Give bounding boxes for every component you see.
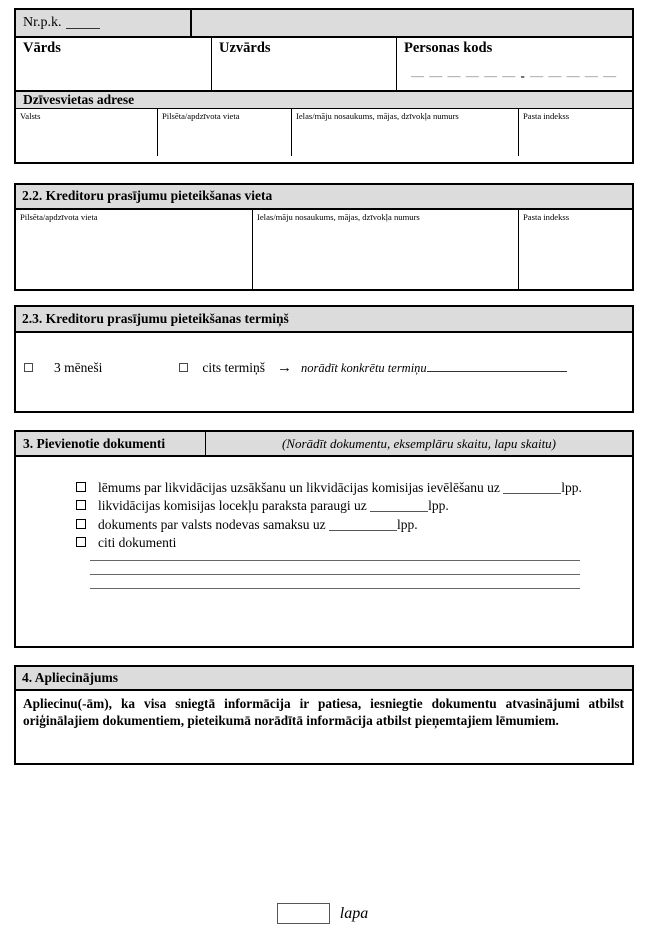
doc-item-decision-pages-input[interactable]	[503, 481, 561, 494]
iela-label: Ielas/māju nosaukums, mājas, dzīvokļa numurs	[296, 111, 459, 121]
field-pasta-indekss[interactable]	[519, 109, 632, 156]
blank-line-2[interactable]	[90, 574, 580, 575]
personas-kods-label: Personas kods	[404, 40, 493, 56]
doc-item-decision-suffix: lpp.	[561, 480, 582, 495]
nrpk-row	[16, 10, 632, 36]
checkbox-icon-other-term[interactable]	[179, 363, 188, 372]
doc-item-signatures-suffix: lpp.	[428, 498, 449, 514]
nrpk-label: Nr.p.k.	[23, 15, 62, 30]
option-other-term[interactable]	[179, 360, 265, 376]
nrpk-input-blank[interactable]	[66, 17, 100, 29]
section-4-title: 4. Apliecinājums	[22, 669, 119, 685]
vards-label: Vārds	[23, 40, 61, 56]
name-row	[16, 36, 632, 92]
nrpk-cell	[16, 10, 192, 36]
option-other-term-label: cits termiņš	[202, 360, 265, 375]
field-22-iela[interactable]	[253, 210, 519, 289]
doc-item-signatures-pages-input[interactable]	[370, 499, 428, 512]
checkbox-icon-fee[interactable]	[76, 519, 86, 529]
personas-kods-mask: — — — — — — - — — — — —	[411, 68, 618, 83]
section-4-header	[16, 667, 632, 691]
field-22-indekss-label: Pasta indekss	[523, 212, 570, 222]
section-3-header	[16, 432, 632, 457]
section-23-title: 2.3. Kreditoru prasījumu pieteikšanas termiņš	[22, 310, 289, 326]
blank-line-3[interactable]	[90, 588, 580, 589]
field-uzvards[interactable]	[212, 38, 397, 90]
section-3-body	[16, 457, 632, 618]
field-22-iela-label: Ielas/māju nosaukums, mājas, dzīvokļa numurs	[257, 212, 420, 222]
page-footer	[0, 903, 645, 924]
section-22-title: 2.2. Kreditoru prasījumu pieteikšanas vieta	[22, 188, 273, 203]
field-iela[interactable]	[292, 109, 519, 156]
section-3-block	[14, 430, 634, 648]
address-subheader: Dzīvesvietas adrese	[16, 92, 632, 109]
section-3-title: 3. Pievienotie dokumenti	[16, 432, 206, 455]
field-22-indekss[interactable]	[519, 210, 632, 289]
field-pilseta[interactable]	[158, 109, 292, 156]
section-22-row	[16, 210, 632, 289]
doc-item-other-label: citi dokumenti	[98, 534, 177, 550]
field-22-pilseta-label: Pilsēta/apdzīvota vieta	[20, 212, 98, 222]
doc-item-fee[interactable]	[76, 516, 614, 533]
doc-item-fee-suffix: lpp.	[396, 516, 418, 532]
checkbox-icon-signatures[interactable]	[76, 500, 86, 510]
section-4-block	[14, 665, 634, 765]
section-22-header	[16, 185, 632, 210]
applicant-block	[14, 8, 634, 164]
page-number-input[interactable]	[277, 903, 330, 924]
pilseta-label: Pilsēta/apdzīvota vieta	[162, 111, 240, 121]
other-term-hint: norādīt konkrētu termiņu	[301, 361, 427, 375]
option-3-months-label: 3 mēneši	[54, 360, 103, 375]
other-term-input[interactable]	[427, 359, 567, 372]
doc-item-signatures[interactable]	[76, 497, 614, 514]
field-personas-kods[interactable]	[397, 38, 632, 90]
uzvards-label: Uzvārds	[219, 40, 271, 56]
doc-item-fee-label: dokuments par valsts nodevas samaksu uz	[98, 516, 326, 532]
checkbox-icon-decision[interactable]	[76, 482, 86, 492]
checkbox-icon-3-months[interactable]	[24, 363, 33, 372]
section-23-options	[16, 359, 632, 377]
nrpk-spacer-cell	[192, 10, 632, 36]
field-vards[interactable]	[16, 38, 212, 90]
field-valsts[interactable]	[16, 109, 158, 156]
doc-item-signatures-label: likvidācijas komisijas locekļu paraksta paraugi uz	[98, 498, 367, 514]
doc-item-decision-label: lēmums par likvidācijas uzsākšanu un likvidācijas komisijas ievēlēšanu uz	[98, 480, 500, 495]
section-3-note: (Norādīt dokumentu, eksemplāru skaitu, lapu skaitu)	[281, 435, 557, 451]
section-23-body	[16, 333, 632, 405]
arrow-right-icon: →	[277, 360, 292, 376]
blank-line-1[interactable]	[90, 560, 580, 561]
valsts-label: Valsts	[20, 111, 41, 121]
section-23-block	[14, 305, 634, 413]
field-22-pilseta[interactable]	[16, 210, 253, 289]
doc-item-decision[interactable]	[76, 479, 614, 496]
address-row	[16, 109, 632, 156]
option-3-months[interactable]	[24, 360, 102, 376]
other-docs-blank-lines	[76, 560, 614, 589]
section-4-body: Apliecinu(-ām), ka visa sniegtā informācija ir patiesa, iesniegtie dokumentu atvasinājumi atbilst oriģinālajiem dokumentiem, pieteikumā norādītā informācija atbilst pieņemtajiem lēmumiem.	[23, 696, 624, 728]
doc-item-fee-pages-input[interactable]	[329, 518, 397, 531]
section-22-block	[14, 183, 634, 291]
doc-item-other[interactable]	[76, 534, 614, 551]
section-23-header	[16, 307, 632, 333]
pasta-indekss-label: Pasta indekss	[523, 111, 570, 121]
checkbox-icon-other[interactable]	[76, 537, 86, 547]
lapa-label: lapa	[339, 904, 369, 922]
